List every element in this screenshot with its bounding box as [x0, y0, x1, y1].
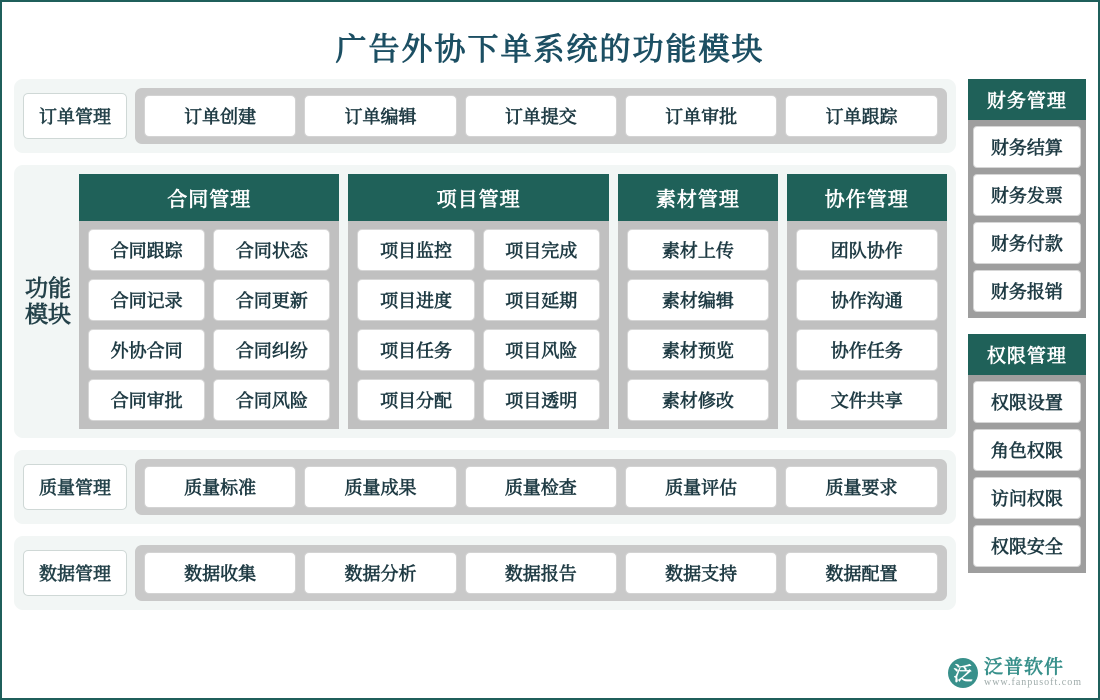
- module-item[interactable]: 素材预览: [627, 329, 769, 371]
- quality-item[interactable]: 质量检查: [465, 466, 617, 508]
- data-item[interactable]: 数据报告: [465, 552, 617, 594]
- order-management-panel: [14, 79, 956, 153]
- module-item[interactable]: 项目监控: [357, 229, 474, 271]
- function-modules-panel: [14, 165, 956, 438]
- data-item[interactable]: 数据配置: [785, 552, 937, 594]
- quality-management-items: [135, 459, 947, 515]
- order-item[interactable]: 订单跟踪: [785, 95, 937, 137]
- module-item[interactable]: 团队协作: [796, 229, 938, 271]
- module-column-header: 合同管理: [79, 174, 339, 221]
- module-item[interactable]: 素材编辑: [627, 279, 769, 321]
- order-item[interactable]: 订单提交: [465, 95, 617, 137]
- quality-item[interactable]: 质量标准: [144, 466, 296, 508]
- brand-logo: [948, 658, 1082, 688]
- module-column-contract: [79, 174, 339, 429]
- finance-item[interactable]: 财务付款: [973, 222, 1081, 264]
- left-column: [14, 79, 956, 622]
- order-item[interactable]: 订单编辑: [304, 95, 456, 137]
- page-title: 广告外协下单系统的功能模块: [335, 32, 765, 67]
- finance-item[interactable]: 财务报销: [973, 270, 1081, 312]
- quality-item[interactable]: 质量成果: [304, 466, 456, 508]
- order-management-items: [135, 88, 947, 144]
- logo-text: [984, 658, 1082, 688]
- data-item[interactable]: 数据分析: [304, 552, 456, 594]
- data-management-label: 数据管理: [23, 550, 127, 596]
- quality-management-panel: [14, 450, 956, 524]
- quality-item[interactable]: 质量评估: [625, 466, 777, 508]
- function-modules-columns: [79, 174, 947, 429]
- module-item[interactable]: 外协合同: [88, 329, 205, 371]
- quality-management-label: 质量管理: [23, 464, 127, 510]
- permission-item[interactable]: 角色权限: [973, 429, 1081, 471]
- order-management-label: 订单管理: [23, 93, 127, 139]
- module-column-body: [618, 221, 778, 429]
- module-item[interactable]: 合同记录: [88, 279, 205, 321]
- diagram-page: [2, 2, 1098, 698]
- permission-item[interactable]: 权限设置: [973, 381, 1081, 423]
- module-column-body: [79, 221, 339, 429]
- data-management-panel: [14, 536, 956, 610]
- diagram-body: [2, 79, 1098, 622]
- finance-group-header: 财务管理: [968, 79, 1086, 120]
- right-column: [968, 79, 1086, 622]
- module-item[interactable]: 合同纠纷: [213, 329, 330, 371]
- finance-item[interactable]: 财务结算: [973, 126, 1081, 168]
- module-item[interactable]: 合同审批: [88, 379, 205, 421]
- finance-group: [968, 79, 1086, 318]
- finance-group-body: [968, 120, 1086, 318]
- logo-url: www.fanpusoft.com: [983, 676, 1082, 688]
- permission-item[interactable]: 权限安全: [973, 525, 1081, 567]
- data-item[interactable]: 数据收集: [144, 552, 296, 594]
- permission-group-body: [968, 375, 1086, 573]
- order-item[interactable]: 订单审批: [625, 95, 777, 137]
- module-item[interactable]: 项目完成: [483, 229, 600, 271]
- function-modules-label: 功能模块: [23, 174, 73, 429]
- data-item[interactable]: 数据支持: [625, 552, 777, 594]
- module-column-project: [348, 174, 608, 429]
- module-item[interactable]: 合同状态: [213, 229, 330, 271]
- finance-item[interactable]: 财务发票: [973, 174, 1081, 216]
- module-column-collaboration: [787, 174, 947, 429]
- module-column-header: 项目管理: [348, 174, 608, 221]
- module-column-body: [787, 221, 947, 429]
- quality-item[interactable]: 质量要求: [785, 466, 937, 508]
- module-item[interactable]: 项目风险: [483, 329, 600, 371]
- logo-mark-icon: 泛: [948, 658, 978, 688]
- permission-group: [968, 334, 1086, 573]
- module-item[interactable]: 素材修改: [627, 379, 769, 421]
- module-column-material: [618, 174, 778, 429]
- permission-item[interactable]: 访问权限: [973, 477, 1081, 519]
- module-column-header: 素材管理: [618, 174, 778, 221]
- module-item[interactable]: 项目任务: [357, 329, 474, 371]
- order-item[interactable]: 订单创建: [144, 95, 296, 137]
- module-column-body: [348, 221, 608, 429]
- module-item[interactable]: 合同风险: [213, 379, 330, 421]
- module-item[interactable]: 协作沟通: [796, 279, 938, 321]
- module-item[interactable]: 项目透明: [483, 379, 600, 421]
- module-item[interactable]: 素材上传: [627, 229, 769, 271]
- module-item[interactable]: 合同跟踪: [88, 229, 205, 271]
- logo-name: 泛普软件: [983, 656, 1064, 678]
- module-item[interactable]: 项目进度: [357, 279, 474, 321]
- data-management-items: [135, 545, 947, 601]
- permission-group-header: 权限管理: [968, 334, 1086, 375]
- module-column-header: 协作管理: [787, 174, 947, 221]
- module-item[interactable]: 项目分配: [357, 379, 474, 421]
- module-item[interactable]: 项目延期: [483, 279, 600, 321]
- module-item[interactable]: 协作任务: [796, 329, 938, 371]
- module-item[interactable]: 合同更新: [213, 279, 330, 321]
- module-item[interactable]: 文件共享: [796, 379, 938, 421]
